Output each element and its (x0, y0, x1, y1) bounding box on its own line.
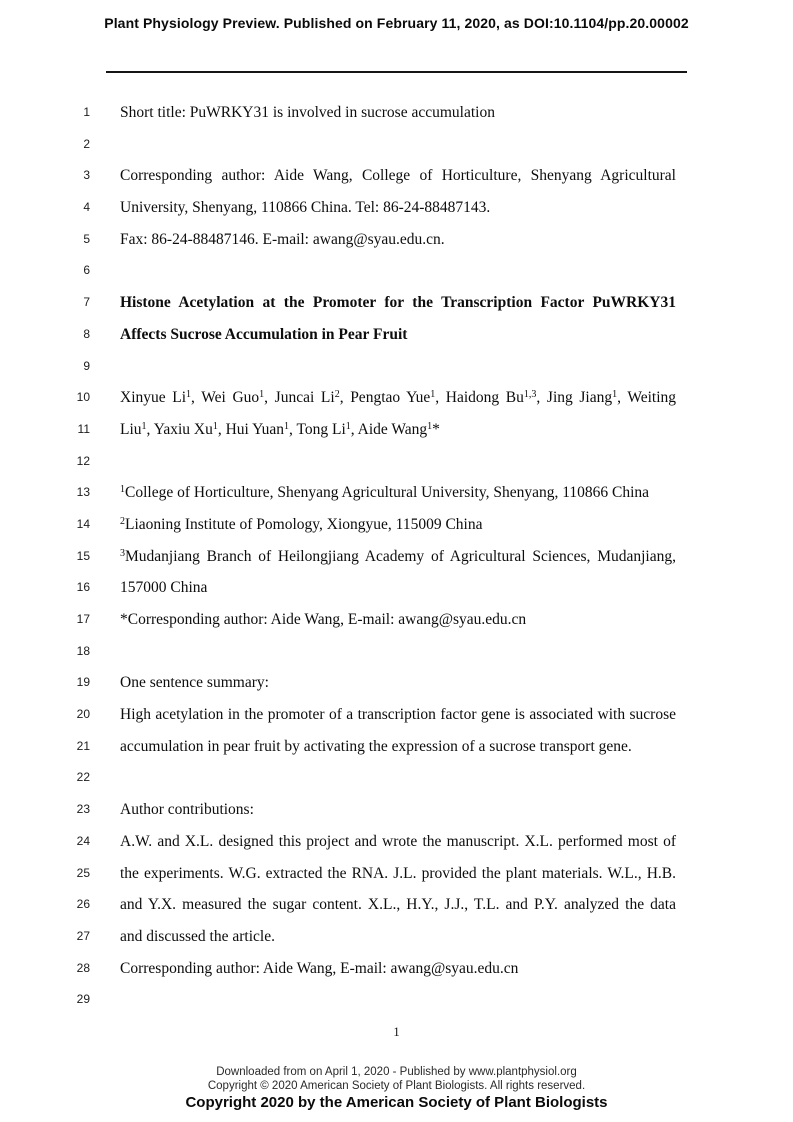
manuscript-line (0, 192, 793, 224)
manuscript-line (0, 319, 793, 351)
line-number: 14 (76, 516, 90, 531)
line-text: Author contributions: (120, 801, 254, 819)
line-number: 19 (76, 675, 90, 690)
manuscript-line (0, 794, 793, 826)
line-text: and Y.X. measured the sugar content. X.L., H.Y., J.J., T.L. and P.Y. analyzed the data (120, 896, 676, 914)
line-number: 13 (76, 485, 90, 500)
line-number: 1 (83, 105, 90, 119)
superscript-affiliation: 3 (120, 547, 125, 559)
line-number: 9 (83, 358, 90, 373)
superscript-affiliation: 1 (186, 389, 192, 401)
line-text: *Corresponding author: Aide Wang, E-mail: awang@syau.edu.cn (120, 611, 527, 628)
manuscript-line (0, 731, 793, 763)
manuscript-line (0, 826, 793, 858)
manuscript-body (0, 97, 793, 1016)
line-text: Histone Acetylation at the Promoter for the Transcription Factor PuWRKY31 (120, 294, 676, 312)
superscript-affiliation: 1 (120, 484, 125, 496)
line-text: Corresponding author: Aide Wang, E-mail: awang@syau.edu.cn (120, 959, 519, 977)
line-number: 22 (76, 770, 90, 785)
line-text: Liu$^1$, Yaxiu Xu$^1$, Hui Yuan$^1$, Tong Li$^1$, Aide Wang$^1$* (120, 420, 440, 438)
superscript-affiliation: 1 (212, 420, 218, 432)
line-number: 15 (76, 548, 90, 563)
superscript-affiliation: 1 (259, 389, 265, 401)
manuscript-line (0, 541, 793, 573)
manuscript-line (0, 953, 793, 985)
superscript-affiliation: 1 (284, 420, 290, 432)
footer-download-notice: Downloaded from on April 1, 2020 - Published by www.plantphysiol.org (216, 1066, 577, 1078)
line-text: A.W. and X.L. designed this project and wrote the manuscript. X.L. performed most of (120, 832, 676, 850)
manuscript-line (0, 699, 793, 731)
superscript-affiliation: 1,3 (523, 389, 537, 401)
manuscript-line (0, 224, 793, 256)
manuscript-line (0, 160, 793, 192)
line-number: 24 (76, 833, 90, 848)
manuscript-line (0, 414, 793, 446)
footer-copyright-bold: Copyright 2020 by the American Society of Plant Biologists (185, 1094, 608, 1111)
line-text: $^2$Liaoning Institute of Pomology, Xiongyue, 115009 China (120, 515, 483, 533)
line-number: 20 (76, 707, 90, 722)
manuscript-line (0, 351, 793, 383)
line-text: Xinyue Li$^1$, Wei Guo$^1$, Juncai Li$^2$, Pengtao Yue$^1$, Haidong Bu$^{1,3}$, Jing Jiang$^1$, Weiting (120, 389, 677, 407)
superscript-affiliation: 1 (430, 389, 436, 401)
line-text: Corresponding author: Aide Wang, College of Horticulture, Shenyang Agricultural (120, 167, 676, 185)
manuscript-line (0, 97, 793, 129)
line-text: Fax: 86-24-88487146. E-mail: awang@syau.edu.cn. (120, 230, 445, 248)
line-number: 17 (76, 612, 90, 626)
line-number: 8 (83, 326, 90, 341)
superscript-affiliation: 1 (141, 420, 147, 432)
line-text: 157000 China (120, 579, 208, 597)
manuscript-line (0, 636, 793, 668)
line-text: One sentence summary: (120, 674, 269, 692)
manuscript-line (0, 287, 793, 319)
superscript-affiliation: 1 (345, 420, 351, 432)
header-divider-rule (106, 71, 687, 73)
line-number: 2 (83, 136, 90, 151)
line-number: 5 (83, 231, 90, 246)
line-number: 26 (76, 897, 90, 912)
manuscript-line (0, 446, 793, 478)
line-number: 29 (76, 992, 90, 1007)
manuscript-line (0, 572, 793, 604)
line-text: accumulation in pear fruit by activating the expression of a sucrose transport gene. (120, 737, 632, 755)
manuscript-line (0, 984, 793, 1016)
line-number: 18 (76, 643, 90, 658)
superscript-affiliation: 1 (612, 389, 618, 401)
footer-copyright-notice: Copyright © 2020 American Society of Plant Biologists. All rights reserved. (207, 1079, 586, 1092)
superscript-affiliation: 2 (334, 389, 340, 401)
line-text: Short title: PuWRKY31 is involved in sucrose accumulation (120, 104, 495, 121)
line-number: 21 (76, 738, 90, 753)
line-text: University, Shenyang, 110866 China. Tel: 86-24-88487143. (120, 199, 491, 217)
line-text: the experiments. W.G. extracted the RNA. J.L. provided the plant materials. W.L., H.B. (120, 864, 676, 882)
line-number: 7 (83, 295, 90, 310)
page-number: 1 (393, 1025, 400, 1039)
line-number: 3 (83, 168, 90, 183)
line-number: 4 (83, 200, 90, 215)
manuscript-line (0, 477, 793, 509)
line-number: 27 (76, 928, 90, 943)
line-number: 25 (76, 865, 90, 880)
journal-preview-header: Plant Physiology Preview. Published on February 11, 2020, as DOI:10.1104/pp.20.00002 (104, 15, 689, 31)
line-number: 12 (76, 453, 90, 468)
manuscript-line (0, 382, 793, 414)
manuscript-line (0, 604, 793, 636)
line-text: and discussed the article. (120, 927, 275, 945)
line-number: 10 (76, 390, 90, 405)
superscript-affiliation: 1 (427, 420, 433, 432)
manuscript-line (0, 921, 793, 953)
line-number: 28 (76, 960, 90, 975)
line-number: 16 (76, 580, 90, 595)
manuscript-line (0, 889, 793, 921)
line-number: 6 (83, 263, 90, 278)
manuscript-line (0, 129, 793, 161)
line-text: Affects Sucrose Accumulation in Pear Fruit (120, 325, 408, 343)
line-text: $^1$College of Horticulture, Shenyang Agricultural University, Shenyang, 110866 China (120, 484, 650, 502)
manuscript-line (0, 858, 793, 890)
manuscript-line (0, 509, 793, 541)
superscript-affiliation: 2 (120, 515, 125, 527)
line-text: High acetylation in the promoter of a transcription factor gene is associated with sucrose (120, 706, 676, 724)
manuscript-line (0, 255, 793, 287)
line-number: 11 (77, 421, 90, 436)
line-number: 23 (76, 802, 90, 817)
manuscript-line (0, 667, 793, 699)
line-text: $^3$Mudanjiang Branch of Heilongjiang Academy of Agricultural Sciences, Mudanjiang, (120, 547, 676, 565)
page-footer (0, 1066, 793, 1111)
manuscript-line (0, 762, 793, 794)
